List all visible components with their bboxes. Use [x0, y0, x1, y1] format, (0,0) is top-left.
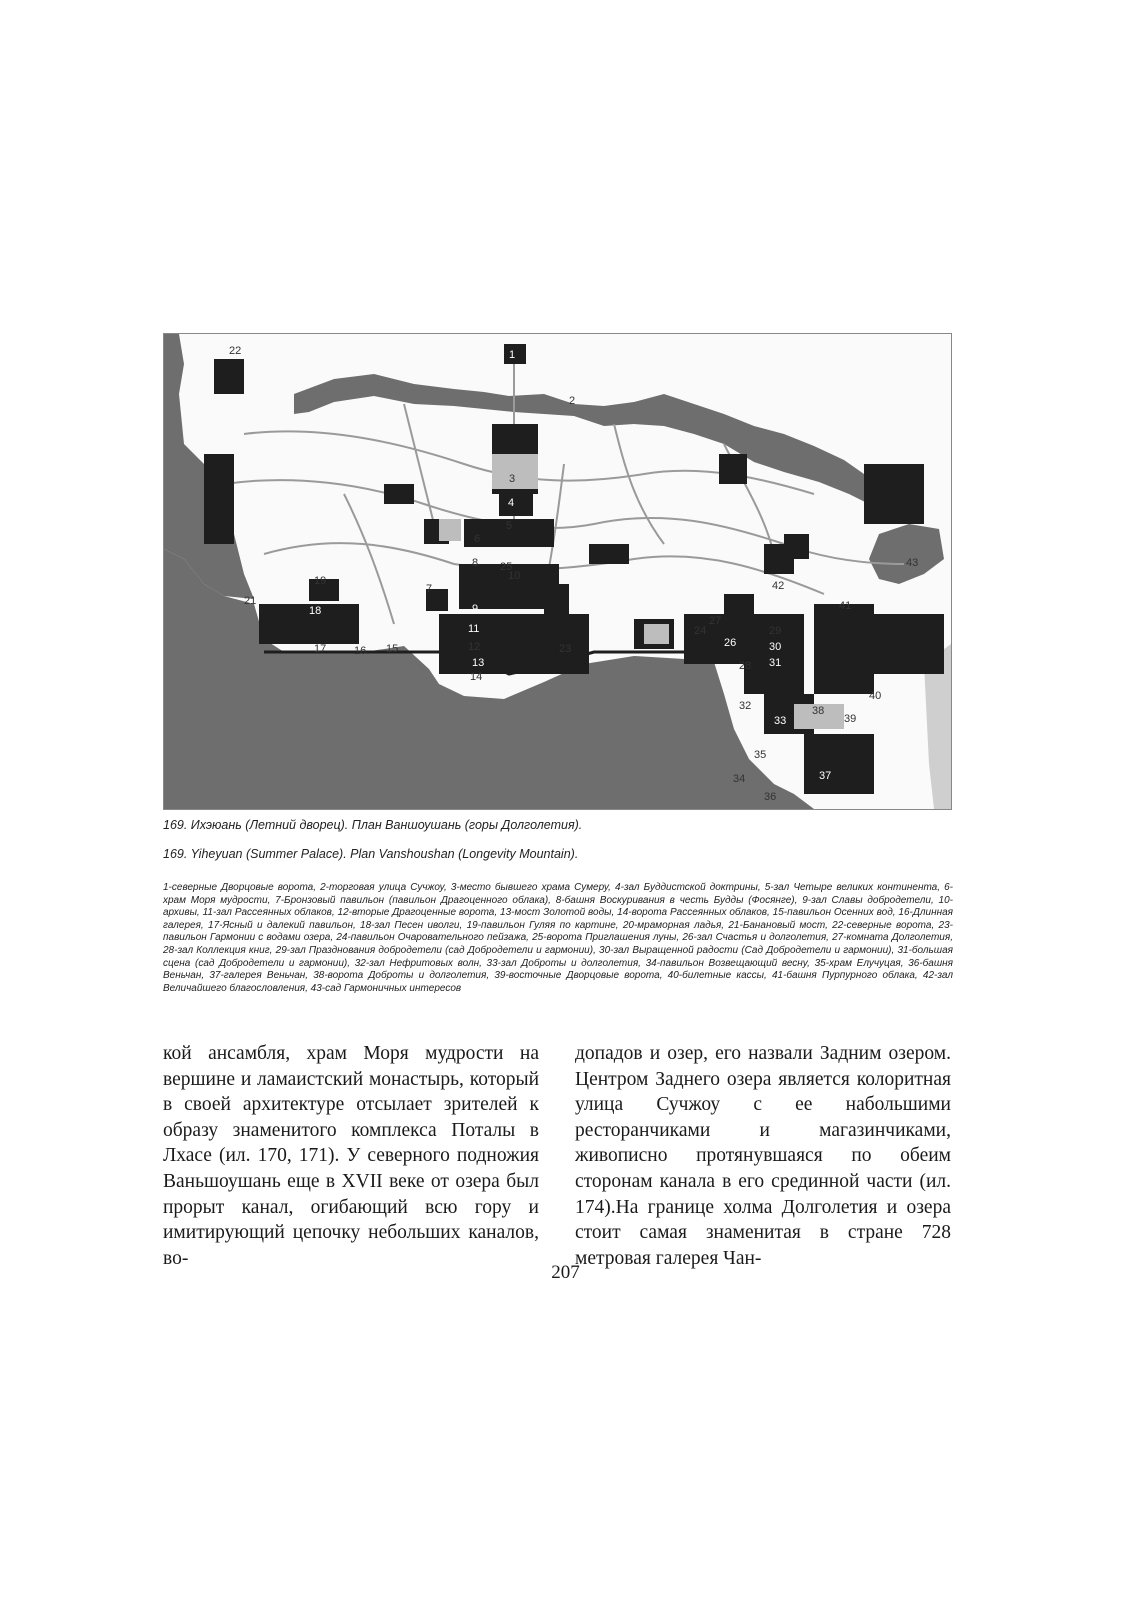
svg-text:6: 6 — [474, 533, 481, 545]
svg-text:27: 27 — [709, 615, 722, 627]
map-figure — [163, 333, 952, 810]
svg-text:8: 8 — [472, 557, 479, 569]
figure-caption-russian: 169. Ихэюань (Летний дворец). План Ваншоушань (горы Долголетия). — [163, 818, 583, 832]
svg-text:22: 22 — [229, 345, 242, 357]
svg-text:3: 3 — [509, 473, 516, 485]
svg-text:41: 41 — [839, 600, 852, 612]
svg-text:16: 16 — [354, 645, 367, 657]
svg-text:25: 25 — [500, 561, 513, 573]
svg-text:19: 19 — [314, 575, 327, 587]
body-text-right-column: допадов и озер, его назвали Задним озером. Центром Заднего озера является колоритная улица Сучжоу с ее набольшими ресторанчиками и магазинчиками, живописно протянувшаяся по обеим сторонам канала в его срединной части (ил. 174).На границе холма Долголетия и озера стоит самая знаменитая в стране 728 метровая галерея Чан- — [575, 1043, 951, 1269]
svg-text:30: 30 — [769, 641, 782, 653]
svg-text:2: 2 — [569, 395, 576, 407]
svg-text:9: 9 — [472, 603, 479, 615]
svg-text:40: 40 — [869, 690, 882, 702]
svg-text:37: 37 — [819, 770, 832, 782]
svg-text:21: 21 — [244, 595, 257, 607]
svg-text:36: 36 — [764, 791, 777, 803]
svg-text:4: 4 — [508, 497, 515, 509]
svg-text:7: 7 — [426, 583, 433, 595]
svg-text:14: 14 — [470, 671, 483, 683]
page-number: 207 — [551, 1262, 580, 1283]
svg-text:13: 13 — [472, 657, 485, 669]
figure-caption-english: 169. Yiheyuan (Summer Palace). Plan Vanshoushan (Longevity Mountain). — [163, 847, 579, 861]
summer-palace-plan-map — [164, 334, 951, 809]
svg-text:18: 18 — [309, 605, 322, 617]
svg-text:42: 42 — [772, 580, 785, 592]
svg-text:17: 17 — [314, 643, 327, 655]
svg-text:12: 12 — [468, 641, 481, 653]
svg-text:31: 31 — [769, 657, 782, 669]
svg-text:15: 15 — [386, 643, 399, 655]
svg-text:43: 43 — [906, 557, 919, 569]
svg-text:5: 5 — [506, 520, 513, 532]
svg-text:39: 39 — [844, 713, 857, 725]
svg-text:1: 1 — [509, 349, 516, 361]
svg-text:35: 35 — [754, 749, 767, 761]
svg-text:29: 29 — [769, 625, 782, 637]
svg-text:33: 33 — [774, 715, 787, 727]
figure-legend: 1-северные Дворцовые ворота, 2-торговая улица Сучжоу, 3-место бывшего храма Сумеру, 4-зал Буддистской доктрины, 5-зал Четыре великих континента, 6-храм Моря мудрости, 7-Бронзовый павильон (павильон Драгоценного облака), 8-башня Воскуривания в честь Будды (Фосянге), 9-зал Славы добродетели, 10-архивы, 11-зал Рассеянных облаков, 12-вторые Драгоценные ворота, 13-мост Золотой воды, 14-ворота Рассеянных облаков, 15-павильон Осенних вод, 16-Длинная галерея, 17-Ясный и далекий павильон, 18-зал Песен иволги, 19-павильон Гуляя по картине, 20-мраморная ладья, 21-Банановый мост, 22-северные ворота, 23-павильон Гармонии с водами озера, 24-павильон Очаровательного пейзажа, 25-ворота Приглашения луны, 26-зал Счастья и долголетия, 27-комната Долголетия, 28-зал Коллекция книг, 29-зал Празднования добродетели (сад Добродетели и гармонии), 30-зал Выращенной радости (Сад Добродетели и гармонии), 31-большая сцена (сад Добродетели и гармонии), 32-зал Нефритовых волн, 33-зал Доброты и долголетия, 34-павильон Возвещающий весну, 35-храм Елучуцая, 36-башня Веньчан, 37-галерея Веньчан, 38-ворота Доброты и долголетия, 39-восточные Дворцовые ворота, 40-билетные кассы, 41-башня Пурпурного облака, 42-зал Величайшего благословления, 43-сад Гармоничных интересов — [163, 882, 953, 994]
svg-text:24: 24 — [694, 625, 707, 637]
svg-text:34: 34 — [733, 773, 746, 785]
svg-text:28: 28 — [739, 660, 752, 672]
svg-text:11: 11 — [468, 623, 480, 635]
svg-text:23: 23 — [559, 643, 572, 655]
svg-text:26: 26 — [724, 637, 737, 649]
svg-text:32: 32 — [739, 700, 752, 712]
body-text-left-column: кой ансамбля, храм Моря мудрости на вершине и ламаистский монастырь, который в своей архитектуре отсылает зрителей к образу знаменитого комплекса Поталы в Лхасе (ил. 170, 171). У северного подножия Ваньшоушань еще в XVII веке от озера был прорыт канал, огибающий всю гору и имитирующий цепочку небольших каналов, во- — [163, 1043, 539, 1269]
svg-text:38: 38 — [812, 705, 825, 717]
svg-text:10: 10 — [508, 570, 521, 582]
